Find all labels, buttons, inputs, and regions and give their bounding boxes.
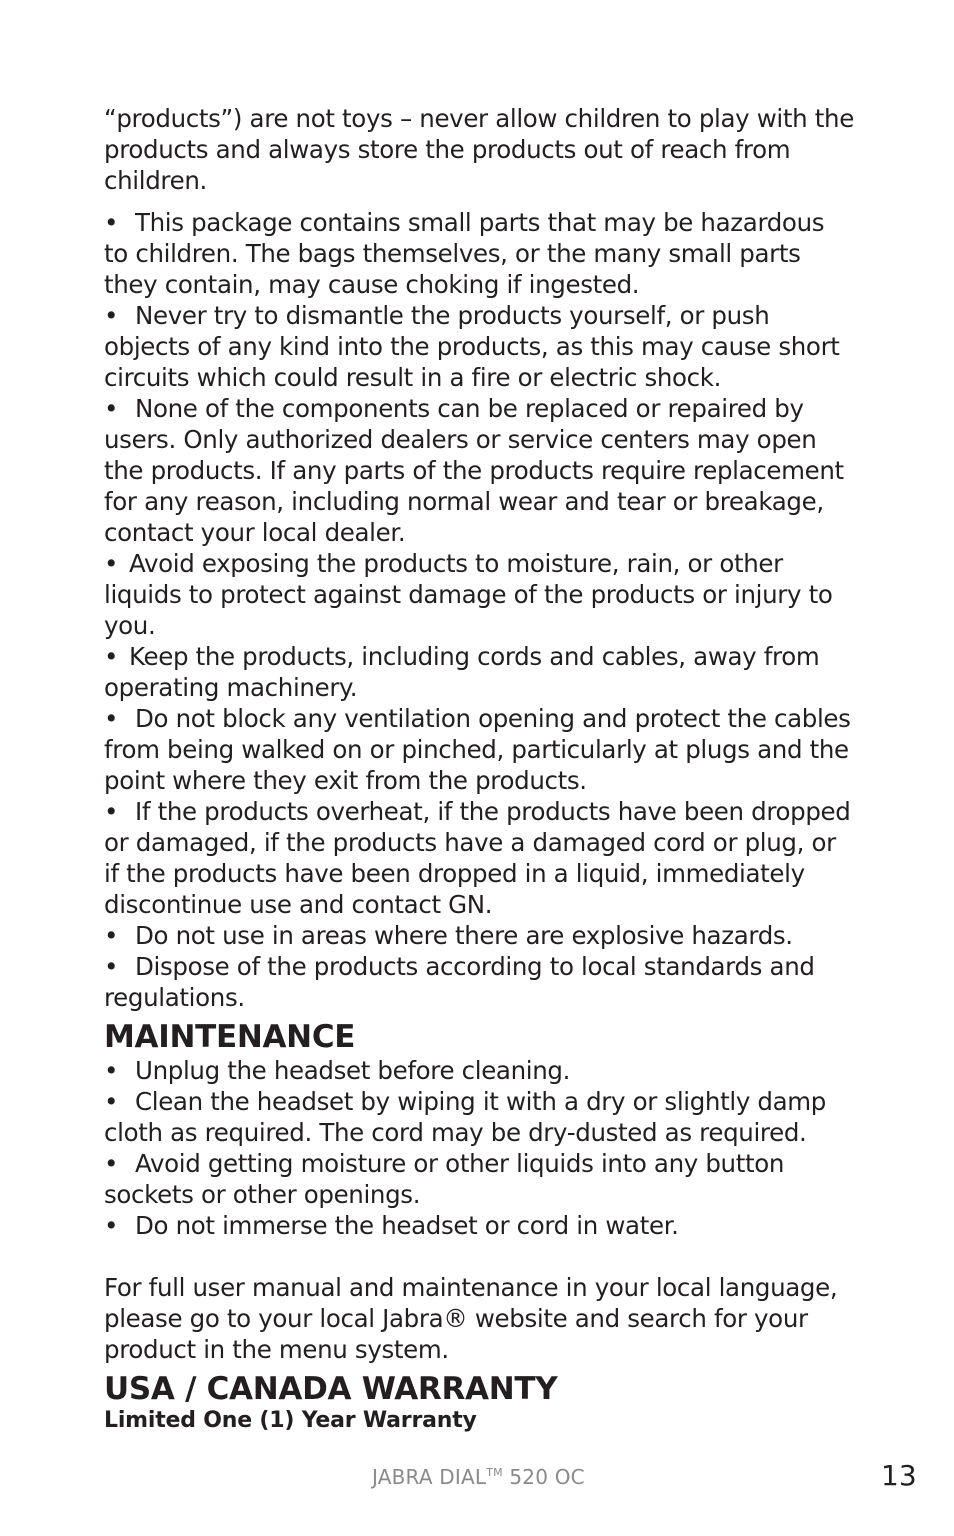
list-item: • Avoid getting moisture or other liquids into any button sockets or other openings. bbox=[104, 1149, 785, 1209]
spacer bbox=[104, 1241, 854, 1272]
page-number: 13 bbox=[881, 1459, 917, 1492]
warranty-heading: USA / CANADA WARRANTY bbox=[104, 1371, 558, 1407]
list-item: • Dispose of the products according to local standards and regulations. bbox=[104, 952, 815, 1012]
list-item: • None of the components can be replaced or repaired by users. Only authorized dealers or service centers may open the products. If any parts of the products require replacement for any reason, including normal wear and tear or breakage, contact your local dealer. bbox=[104, 394, 844, 547]
list-item: • This package contains small parts that may be hazardous to children. The bags themselves, or the many small parts they contain, may cause choking if ingested. bbox=[104, 208, 825, 299]
list-item: • Avoid exposing the products to moisture, rain, or other liquids to protect against damage of the products or injury to you. bbox=[104, 549, 833, 640]
bullet-icon: • bbox=[104, 1211, 119, 1240]
bullet-icon: • bbox=[104, 797, 119, 826]
bullet-icon: • bbox=[104, 301, 119, 330]
list-item: • If the products overheat, if the products have been dropped or damaged, if the products have a damaged cord or plug, or if the products have been dropped in a liquid, immediately discontinue use and contact GN. bbox=[104, 797, 851, 919]
bullet-icon: • bbox=[104, 642, 119, 671]
maintenance-heading: MAINTENANCE bbox=[104, 1019, 356, 1055]
bullet-icon: • bbox=[104, 394, 119, 423]
bullet-icon: • bbox=[104, 1087, 119, 1116]
list-item: • Never try to dismantle the products yourself, or push objects of any kind into the products, as this may cause short circuits which could result in a fire or electric shock. bbox=[104, 301, 840, 392]
list-item: • Clean the headset by wiping it with a dry or slightly damp cloth as required. The cord may be dry-dusted as required. bbox=[104, 1087, 826, 1147]
bullet-icon: • bbox=[104, 1149, 119, 1178]
bullet-icon: • bbox=[104, 704, 119, 733]
bullet-icon: • bbox=[104, 1056, 119, 1085]
bullet-icon: • bbox=[104, 549, 119, 578]
list-item: • Do not immerse the headset or cord in water. bbox=[104, 1211, 679, 1240]
page-content bbox=[104, 103, 854, 1435]
list-item: • Do not use in areas where there are explosive hazards. bbox=[104, 921, 793, 950]
footer-product-name: JABRA DIAL™ 520 OC bbox=[372, 1465, 585, 1489]
bullet-icon: • bbox=[104, 952, 119, 981]
intro-paragraph: “products”) are not toys – never allow children to play with the products and always store the products out of reach from children. bbox=[104, 104, 854, 195]
bullet-icon: • bbox=[104, 208, 119, 237]
trademark-mark: TM bbox=[486, 1466, 503, 1479]
safety-list bbox=[104, 207, 854, 1013]
list-item: • Do not block any ventilation opening and protect the cables from being walked on or pinched, particularly at plugs and the point where they exit from the products. bbox=[104, 704, 851, 795]
list-item: • Unplug the headset before cleaning. bbox=[104, 1056, 571, 1085]
warranty-subheading: Limited One (1) Year Warranty bbox=[104, 1408, 477, 1433]
list-item: • Keep the products, including cords and cables, away from operating machinery. bbox=[104, 642, 820, 702]
maintenance-list bbox=[104, 1055, 854, 1241]
maintenance-note: For full user manual and maintenance in your local language, please go to your local Jabra® website and search for your product in the menu system. bbox=[104, 1273, 838, 1364]
bullet-icon: • bbox=[104, 921, 119, 950]
